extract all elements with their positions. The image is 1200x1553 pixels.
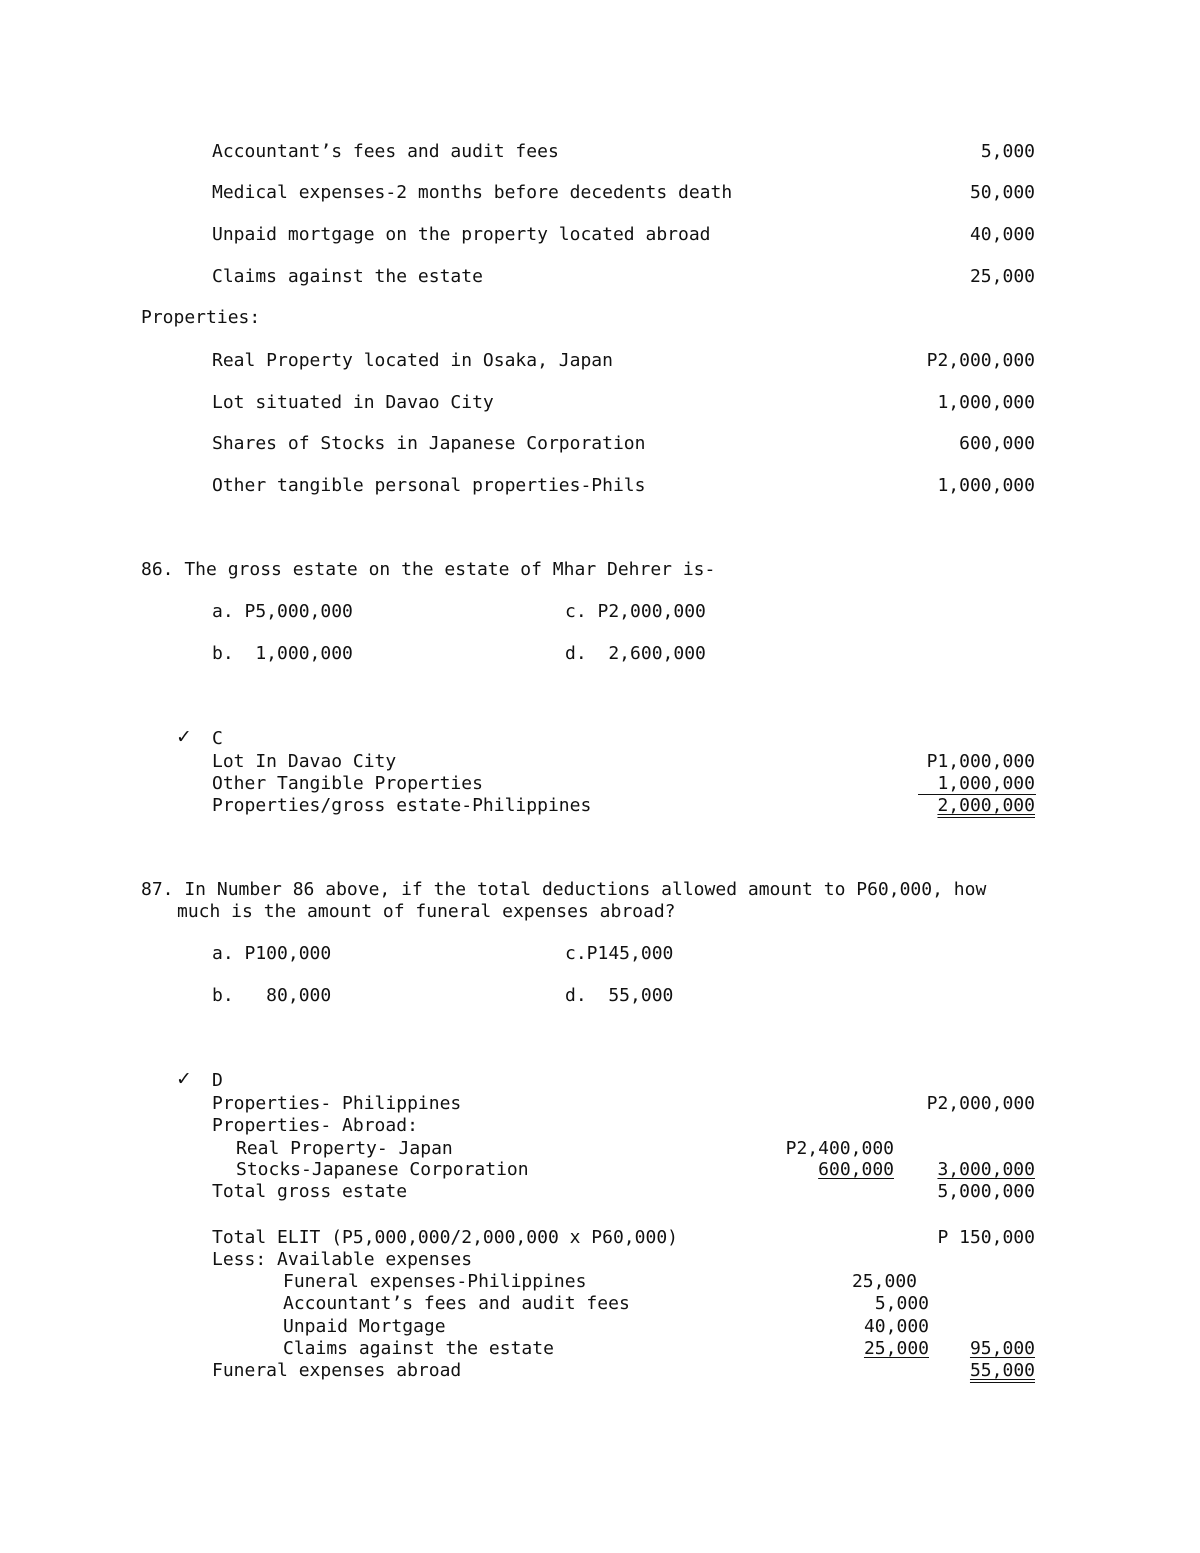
solution-label: Real Property- Japan — [236, 1138, 453, 1159]
deduction-amount: 50,000 — [969, 182, 1035, 203]
expense-label: Unpaid Mortgage — [283, 1316, 446, 1337]
property-amount: P2,000,000 — [926, 350, 1035, 371]
property-amount: 600,000 — [959, 433, 1035, 454]
deduction-amount: 5,000 — [980, 141, 1035, 162]
deduction-label: Accountant’s fees and audit fees — [212, 141, 559, 162]
deduction-amount: 40,000 — [969, 224, 1035, 245]
property-label: Real Property located in Osaka, Japan — [212, 350, 613, 371]
solution-amount: 600,000 — [818, 1159, 894, 1180]
solution-total: 55,000 — [969, 1360, 1035, 1381]
solution-amount: P 150,000 — [937, 1227, 1035, 1248]
solution-amount: P2,400,000 — [785, 1138, 894, 1159]
solution-label: Properties/gross estate-Philippines — [212, 795, 592, 816]
solution-label: Lot In Davao City — [212, 751, 397, 772]
solution-label: Properties- Abroad: — [212, 1115, 418, 1136]
solution-total: 2,000,000 — [937, 795, 1035, 816]
expense-label: Claims against the estate — [283, 1338, 554, 1359]
choice-b: b. 80,000 — [212, 985, 332, 1006]
solution-label: Total ELIT (P5,000,000/2,000,000 x P60,000) — [212, 1227, 678, 1248]
answer-letter: C — [212, 728, 223, 749]
expense-amount: 25,000 — [863, 1338, 929, 1359]
properties-heading: Properties: — [141, 307, 261, 328]
property-amount: 1,000,000 — [937, 475, 1035, 496]
choice-c: c.P145,000 — [565, 943, 674, 964]
property-label: Shares of Stocks in Japanese Corporation — [212, 433, 646, 454]
checkmark-icon: ✓ — [176, 726, 192, 748]
expense-label: Funeral expenses-Philippines — [283, 1271, 587, 1292]
property-label: Other tangible personal properties-Phils — [212, 475, 646, 496]
question-86: 86. The gross estate on the estate of Mhar Dehrer is- — [141, 559, 716, 580]
solution-amount: P1,000,000 — [926, 751, 1035, 772]
choice-d: d. 2,600,000 — [565, 643, 706, 664]
solution-label: Funeral expenses abroad — [212, 1360, 462, 1381]
deduction-label: Medical expenses-2 months before decedents death — [212, 182, 733, 203]
solution-amount: 5,000,000 — [937, 1181, 1035, 1202]
choice-a: a. P100,000 — [212, 943, 332, 964]
expense-amount: 40,000 — [863, 1316, 929, 1337]
property-label: Lot situated in Davao City — [212, 392, 494, 413]
solution-amount: 1,000,000 — [937, 773, 1035, 794]
expense-amount: 25,000 — [851, 1271, 917, 1292]
deduction-amount: 25,000 — [969, 266, 1035, 287]
question-87-cont: much is the amount of funeral expenses abroad? — [177, 901, 676, 922]
choice-c: c. P2,000,000 — [565, 601, 706, 622]
expense-label: Accountant’s fees and audit fees — [283, 1293, 630, 1314]
solution-subtotal: 3,000,000 — [937, 1159, 1035, 1180]
solution-label: Stocks-Japanese Corporation — [236, 1159, 529, 1180]
question-87: 87. In Number 86 above, if the total deductions allowed amount to P60,000, how — [141, 879, 987, 900]
solution-label: Properties- Philippines — [212, 1093, 462, 1114]
checkmark-icon: ✓ — [176, 1068, 192, 1090]
choice-d: d. 55,000 — [565, 985, 674, 1006]
choice-b: b. 1,000,000 — [212, 643, 353, 664]
expense-amount: 5,000 — [874, 1293, 929, 1314]
deduction-label: Unpaid mortgage on the property located abroad — [212, 224, 711, 245]
solution-label: Total gross estate — [212, 1181, 408, 1202]
property-amount: 1,000,000 — [937, 392, 1035, 413]
solution-label: Other Tangible Properties — [212, 773, 483, 794]
choice-a: a. P5,000,000 — [212, 601, 353, 622]
deduction-label: Claims against the estate — [212, 266, 483, 287]
answer-letter: D — [212, 1070, 223, 1091]
solution-amount: P2,000,000 — [926, 1093, 1035, 1114]
solution-label: Less: Available expenses — [212, 1249, 473, 1270]
expenses-total: 95,000 — [969, 1338, 1035, 1359]
